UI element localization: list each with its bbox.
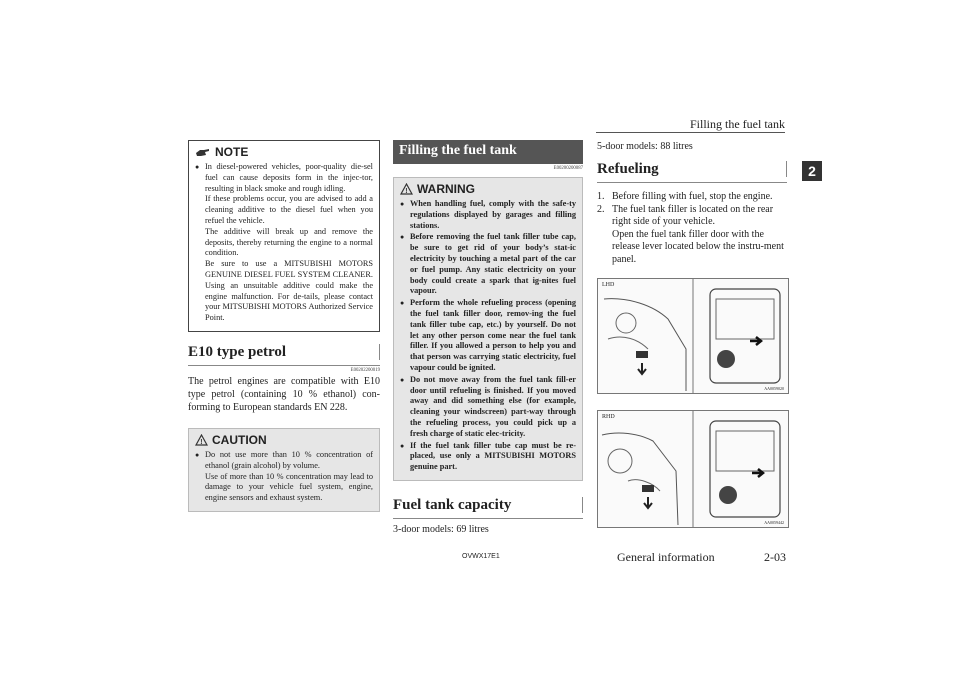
bullet-icon: ● [400,233,405,242]
caution-label: CAUTION [212,432,267,447]
bullet-icon: ● [195,450,200,459]
figure-lhd [597,278,789,394]
warning-header [400,182,576,196]
figure-code: AA0059442 [764,520,784,525]
caution-triangle-icon [195,434,208,446]
running-head: Filling the fuel tank [690,117,785,131]
step-item: 1. Before filling with fuel, stop the engine. [597,191,773,202]
header-rule [596,132,785,133]
step-item: 2. The fuel tank filler is located on the rear right side of your vehicle. Open the fuel tank filler door with the release lever located below the instru-ment panel. [597,203,784,265]
column-left [188,140,380,512]
warning-item: ● If the fuel tank filler tube cap must be re-placed, use only a MITSUBISHI MOTORS genuine part. [400,440,576,472]
bullet-icon: ● [400,200,405,208]
warning-item: ● Do not move away from the fuel tank fill-er door until refueling is finished. If you moved away and did something else (for example, cleaning your windscreen) part-way through the refueling process, you could pick up a fresh charge of static elec-tricity. [400,374,576,438]
e10-heading-text: E10 type petrol [188,343,287,360]
e10-paragraph: The petrol engines are compatible with E10 type petrol (containing 10 % ethanol) con-forming to European standards EN 228. [188,375,380,413]
warning-list [400,199,576,473]
refueling-heading [597,161,787,183]
dashboard-lever-illustration [598,279,788,393]
note-header [195,145,373,159]
note-hand-icon [195,147,211,158]
refueling-heading-text: Refueling [597,161,659,177]
figure-rhd [597,410,789,528]
caution-box [188,428,380,512]
warning-item: ● When handling fuel, comply with the safe-ty regulations displayed by garages and filling stations. [400,199,576,230]
note-item [195,162,373,324]
capacity-heading-text: Fuel tank capacity [393,496,512,513]
figure-label: LHD [602,282,615,288]
bullet-icon: ● [195,163,200,171]
three-door-capacity: 3-door models: 69 litres [393,523,489,535]
caution-item [195,450,373,504]
column-right [597,140,787,528]
refueling-steps [597,191,787,266]
note-text: In diesel-powered vehicles, poor-quality die-sel fuel can cause deposits form in the injec-tor, resulting in black smoke and rough idling. If these problems occur, you are advised to add a cleaning additive to the diesel fuel when you refuel the vehicle. The additive will break up and remove the deposits, thereby returning the engine to a normal condition. Be sure to use a MITSUBISHI MOTORS GENUINE DIESEL FUEL SYSTEM CLEANER. Using an unsuitable additive could make the engine malfunction. For de-tails, please contact your MITSUBISHI MOTORS Authorized Service Point. [205,162,373,323]
filling-code: E00200200087 [553,166,583,171]
bullet-icon: ● [400,299,405,308]
warning-item: ● Before removing the fuel tank filler tube cap, be sure to get rid of your body’s stat-ic electricity by touching a metal part of the car or fuel pump. Any static electricity on your body could create a spark that ig-nites fuel vapour. [400,232,576,296]
warning-label: WARNING [417,182,475,196]
capacity-heading [393,497,583,519]
svg-text:!: ! [200,438,203,446]
figure-code: AA0059020 [764,386,784,391]
column-middle [393,140,583,536]
bullet-icon: ● [400,375,405,384]
caution-text: Do not use more than 10 % concentration of ethanol (grain alcohol) by volume. Use of more than 10 % concentration may lead to damage to your vehicle fuel system, engine, engine sensors and exhaust system. [205,449,373,503]
page-number: 2-03 [764,550,786,564]
svg-text:!: ! [405,188,408,195]
figure-label: RHD [602,414,615,420]
chapter-tab: 2 [802,161,822,181]
warning-item: ● Perform the whole refueling process (opening the fuel tank filler door, remov-ing the fuel tank filler tube cap, etc.) by yourself. Do not let any other person come near the fuel tank filler. If you allowed a person to help you and that person was carrying static electricity, fuel vapour could be ignited. [400,298,576,372]
e10-code: E00202200019 [350,367,380,373]
footer-section: General information [617,550,715,564]
footer-code: OVWX17E1 [462,553,500,560]
dashboard-lever-illustration [598,411,788,527]
caution-header [195,433,373,447]
filling-banner: Filling the fuel tank [393,140,583,164]
note-box [188,140,380,332]
bullet-icon: ● [400,441,405,450]
warning-box [393,177,583,481]
e10-heading [188,344,380,366]
warning-triangle-icon [400,183,413,195]
five-door-capacity: 5-door models: 88 litres [597,141,693,152]
note-label: NOTE [215,145,249,159]
